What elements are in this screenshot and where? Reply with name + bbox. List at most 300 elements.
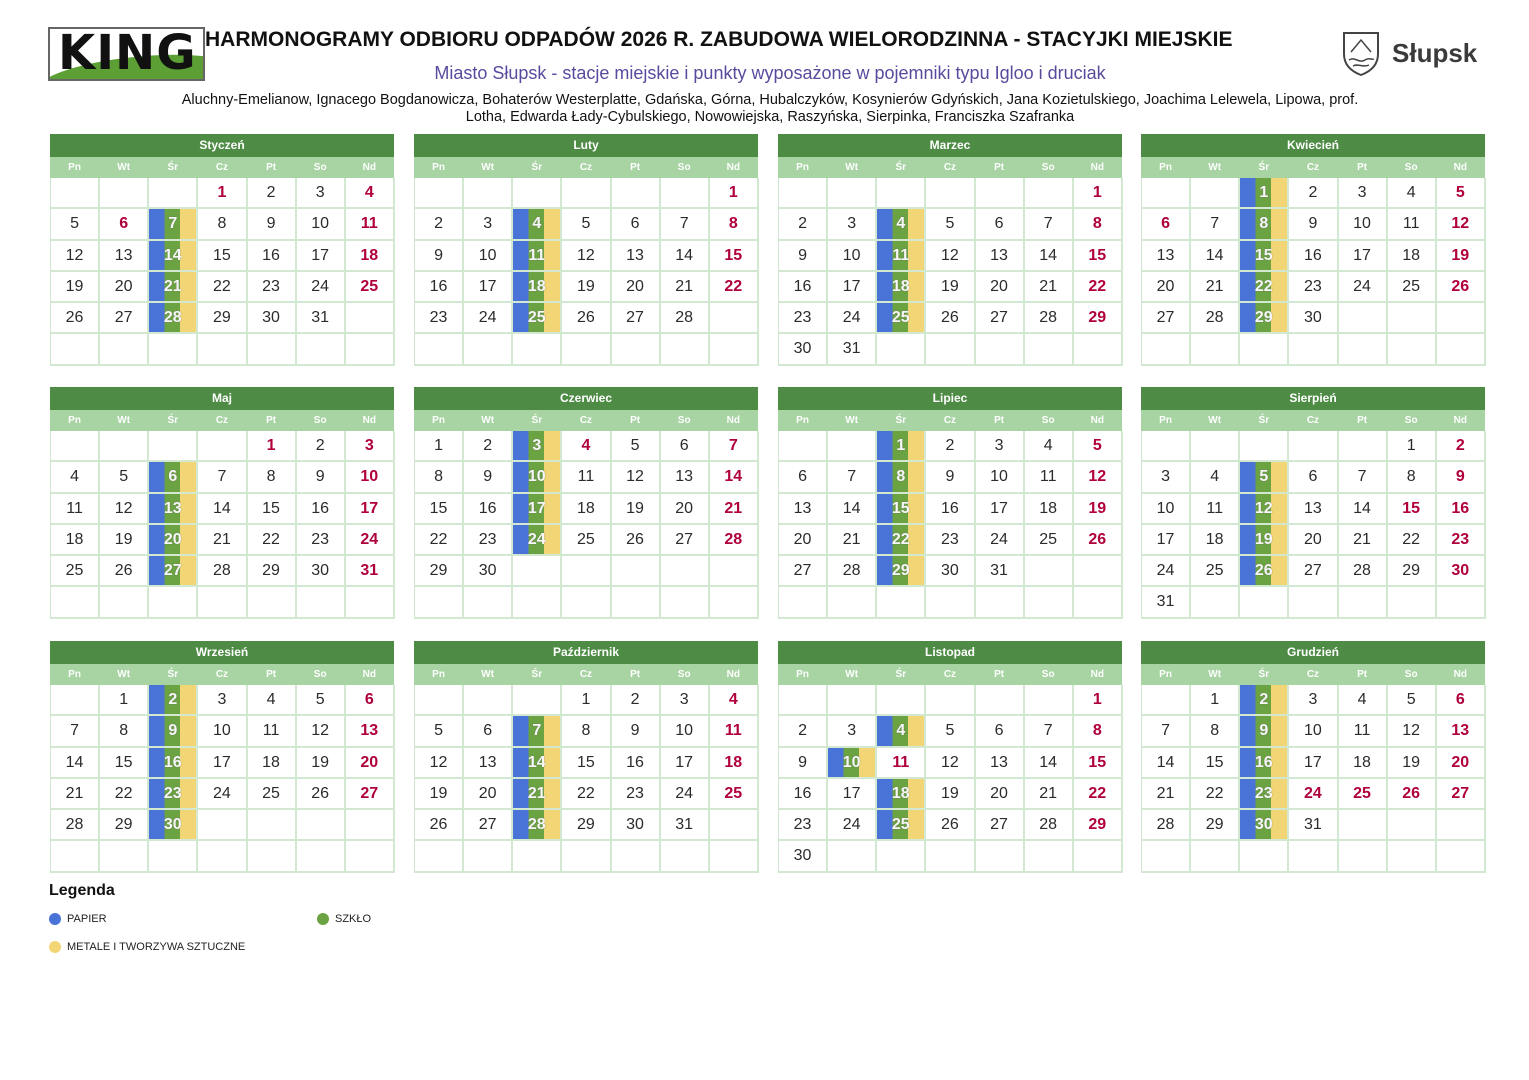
holiday-day-cell: [1437, 525, 1486, 556]
weekday-label: So: [677, 162, 691, 173]
empty-cell: [297, 841, 346, 872]
month-title: Czerwiec: [414, 387, 758, 410]
month-title: Listopad: [778, 641, 1122, 664]
pickup-day-cell: [1240, 462, 1289, 493]
day-number: 4: [532, 215, 542, 233]
empty-cell: [100, 431, 149, 462]
day-number: 1: [1092, 691, 1102, 708]
day-number: 2: [1455, 437, 1465, 454]
day-cell: [779, 525, 828, 556]
day-number: 21: [842, 530, 861, 548]
day-number: 2: [1259, 691, 1269, 708]
empty-cell: [612, 556, 661, 587]
day-number: 26: [311, 784, 330, 802]
day-number: 7: [1043, 215, 1053, 233]
pickup-day-cell: [513, 779, 562, 810]
holiday-day-cell: [1437, 716, 1486, 747]
day-number: 6: [679, 437, 689, 454]
day-cell: [248, 494, 297, 525]
day-grid: [414, 685, 758, 873]
day-number: 17: [842, 277, 861, 295]
holiday-day-cell: [1437, 494, 1486, 525]
pickup-day-cell: [1240, 525, 1289, 556]
empty-cell: [661, 178, 710, 209]
day-number: 12: [311, 722, 330, 740]
holiday-day-cell: [346, 716, 395, 747]
day-number: 13: [478, 753, 497, 771]
day-cell: [612, 241, 661, 272]
weekday-label: So: [677, 669, 691, 680]
day-number: 6: [798, 468, 808, 486]
day-cell: [415, 748, 464, 779]
day-number: 9: [1308, 215, 1318, 233]
pickup-day-cell: [1240, 685, 1289, 716]
day-cell: [198, 209, 247, 240]
holiday-day-cell: [1437, 178, 1486, 209]
day-cell: [1289, 716, 1338, 747]
day-cell: [779, 462, 828, 493]
empty-cell: [976, 685, 1025, 716]
day-number: 23: [429, 309, 448, 327]
pickup-day-cell: [513, 494, 562, 525]
weekday-label: Cz: [943, 669, 957, 680]
day-number: 19: [1451, 246, 1470, 264]
empty-cell: [1339, 303, 1388, 334]
weekday-label: Cz: [215, 669, 229, 680]
day-cell: [297, 272, 346, 303]
day-cell: [1142, 810, 1191, 841]
day-cell: [1025, 303, 1074, 334]
pickup-day-cell: [513, 716, 562, 747]
weekday-header: [1141, 157, 1485, 178]
day-cell: [1289, 685, 1338, 716]
day-number: 2: [315, 437, 325, 454]
day-number: 22: [1402, 530, 1421, 548]
pickup-day-cell: [877, 716, 926, 747]
day-number: 18: [1353, 753, 1371, 771]
day-number: 21: [527, 784, 546, 802]
day-number: 1: [1092, 184, 1102, 201]
holiday-day-cell: [1339, 779, 1388, 810]
day-number: 9: [266, 215, 276, 233]
day-number: 18: [1205, 530, 1224, 548]
day-number: 26: [429, 816, 448, 834]
day-cell: [1142, 779, 1191, 810]
day-number: 24: [842, 309, 861, 327]
day-cell: [976, 241, 1025, 272]
day-number: 22: [114, 784, 133, 802]
day-cell: [661, 241, 710, 272]
pickup-day-cell: [513, 462, 562, 493]
day-number: 20: [1304, 530, 1322, 548]
day-number: 20: [478, 784, 497, 802]
day-cell: [51, 810, 100, 841]
holiday-day-cell: [1074, 810, 1123, 841]
day-cell: [248, 525, 297, 556]
month-calendar: [414, 641, 758, 873]
day-number: 10: [213, 722, 231, 740]
day-number: 3: [217, 691, 227, 708]
day-cell: [100, 685, 149, 716]
day-number: 27: [626, 309, 644, 327]
month-title: Sierpień: [1141, 387, 1485, 410]
legend-papier-label: PAPIER: [67, 913, 107, 925]
day-number: 28: [213, 562, 231, 580]
day-number: 14: [842, 499, 861, 517]
weekday-label: Wt: [117, 669, 131, 680]
holiday-day-cell: [346, 209, 395, 240]
day-number: 20: [990, 784, 1008, 802]
day-cell: [562, 241, 611, 272]
day-cell: [1025, 209, 1074, 240]
day-cell: [464, 810, 513, 841]
holiday-day-cell: [346, 431, 395, 462]
day-cell: [198, 685, 247, 716]
day-cell: [779, 272, 828, 303]
weekday-label: Cz: [579, 162, 593, 173]
day-cell: [198, 556, 247, 587]
pickup-day-cell: [877, 494, 926, 525]
day-number: 9: [798, 246, 808, 264]
day-number: 25: [891, 309, 910, 327]
holiday-day-cell: [346, 525, 395, 556]
day-number: 24: [1156, 562, 1175, 580]
day-number: 30: [941, 562, 959, 580]
day-number: 2: [798, 722, 808, 740]
weekday-label: Pt: [1357, 415, 1368, 426]
day-cell: [1388, 272, 1437, 303]
day-cell: [415, 810, 464, 841]
day-number: 31: [990, 562, 1008, 580]
day-number: 21: [1205, 277, 1224, 295]
empty-cell: [877, 685, 926, 716]
empty-cell: [661, 841, 710, 872]
month-title: Marzec: [778, 134, 1122, 157]
day-cell: [198, 494, 247, 525]
day-number: 12: [1451, 215, 1470, 233]
day-number: 20: [990, 277, 1008, 295]
day-grid: [50, 178, 394, 366]
day-cell: [1339, 462, 1388, 493]
empty-cell: [661, 587, 710, 618]
weekday-label: Wt: [1208, 162, 1222, 173]
pickup-day-cell: [149, 748, 198, 779]
day-number: 19: [1088, 499, 1107, 517]
day-number: 24: [1304, 784, 1322, 802]
day-cell: [51, 209, 100, 240]
day-cell: [1339, 494, 1388, 525]
day-cell: [926, 431, 975, 462]
empty-cell: [198, 587, 247, 618]
day-cell: [828, 209, 877, 240]
day-number: 6: [1308, 468, 1318, 486]
day-number: 8: [1406, 468, 1416, 486]
day-cell: [51, 241, 100, 272]
day-cell: [1142, 272, 1191, 303]
day-cell: [976, 748, 1025, 779]
day-cell: [1289, 303, 1338, 334]
weekday-header: [50, 410, 394, 431]
empty-cell: [877, 587, 926, 618]
day-cell: [612, 716, 661, 747]
day-number: 10: [675, 722, 694, 740]
pickup-day-cell: [513, 272, 562, 303]
day-grid: [50, 685, 394, 873]
day-cell: [926, 494, 975, 525]
empty-cell: [198, 841, 247, 872]
empty-cell: [100, 587, 149, 618]
day-cell: [248, 556, 297, 587]
pickup-day-cell: [877, 810, 926, 841]
holiday-day-cell: [710, 431, 759, 462]
weekday-label: Śr: [167, 669, 179, 680]
weekday-label: Śr: [1258, 415, 1270, 426]
day-number: 7: [168, 215, 178, 233]
day-cell: [198, 525, 247, 556]
empty-cell: [1388, 841, 1437, 872]
day-number: 8: [266, 468, 276, 486]
day-number: 29: [262, 562, 280, 580]
day-cell: [464, 716, 513, 747]
day-number: 23: [941, 530, 959, 548]
day-number: 23: [793, 309, 812, 327]
day-cell: [926, 241, 975, 272]
day-number: 28: [1156, 816, 1175, 834]
weekday-label: Pt: [994, 415, 1005, 426]
pickup-day-cell: [149, 556, 198, 587]
month-calendar: [414, 134, 758, 366]
weekday-label: Nd: [1453, 669, 1467, 680]
holiday-day-cell: [1289, 779, 1338, 810]
empty-cell: [297, 334, 346, 365]
day-number: 30: [626, 816, 644, 834]
empty-cell: [779, 431, 828, 462]
day-number: 6: [483, 722, 493, 740]
month-title: Luty: [414, 134, 758, 157]
day-cell: [828, 525, 877, 556]
day-cell: [1339, 178, 1388, 209]
weekday-label: Nd: [362, 162, 376, 173]
day-cell: [1339, 525, 1388, 556]
day-number: 1: [728, 184, 738, 201]
day-cell: [926, 779, 975, 810]
weekday-label: Pn: [1159, 415, 1172, 426]
day-cell: [612, 779, 661, 810]
empty-cell: [415, 178, 464, 209]
weekday-label: Pn: [432, 415, 445, 426]
day-cell: [926, 272, 975, 303]
papier-dot-icon: [49, 913, 61, 925]
day-number: 26: [577, 309, 595, 327]
day-number: 3: [532, 437, 542, 454]
day-number: 31: [842, 340, 861, 358]
empty-cell: [464, 178, 513, 209]
street-list-line-2: Lotha, Edwarda Łady-Cybulskiego, Nowowiejska, Raszyńska, Sierpinka, Franciszka Szafranka: [465, 109, 1075, 125]
weekday-label: Cz: [1306, 669, 1320, 680]
weekday-header: [778, 410, 1122, 431]
day-cell: [248, 716, 297, 747]
day-number: 3: [1308, 691, 1318, 708]
day-cell: [1191, 748, 1240, 779]
day-number: 8: [1092, 722, 1102, 740]
pickup-day-cell: [513, 525, 562, 556]
day-number: 27: [1304, 562, 1322, 580]
empty-cell: [828, 431, 877, 462]
day-cell: [976, 556, 1025, 587]
day-cell: [198, 303, 247, 334]
day-cell: [779, 303, 828, 334]
month-calendar: [414, 387, 758, 619]
day-number: 13: [1304, 499, 1322, 517]
weekday-label: Cz: [943, 162, 957, 173]
empty-cell: [415, 841, 464, 872]
holiday-day-cell: [1437, 685, 1486, 716]
pickup-day-cell: [1240, 178, 1289, 209]
legend-szklo: [317, 913, 371, 925]
day-number: 25: [65, 562, 84, 580]
day-number: 31: [1156, 593, 1175, 611]
day-cell: [1191, 525, 1240, 556]
weekday-label: So: [1041, 415, 1055, 426]
day-cell: [612, 303, 661, 334]
day-number: 2: [630, 691, 640, 708]
day-number: 27: [990, 816, 1008, 834]
holiday-day-cell: [1437, 748, 1486, 779]
day-cell: [1339, 556, 1388, 587]
day-number: 20: [626, 277, 644, 295]
day-cell: [1191, 209, 1240, 240]
day-cell: [1142, 494, 1191, 525]
day-cell: [297, 209, 346, 240]
day-number: 12: [114, 499, 133, 517]
empty-cell: [297, 587, 346, 618]
holiday-day-cell: [710, 494, 759, 525]
empty-cell: [976, 587, 1025, 618]
weekday-label: Pt: [1357, 669, 1368, 680]
weekday-label: Wt: [845, 162, 859, 173]
day-number: 23: [311, 530, 330, 548]
day-number: 11: [1039, 468, 1057, 486]
day-cell: [1388, 241, 1437, 272]
day-number: 3: [483, 215, 493, 233]
holiday-day-cell: [1074, 462, 1123, 493]
day-cell: [1388, 431, 1437, 462]
day-cell: [1289, 178, 1338, 209]
day-cell: [51, 556, 100, 587]
weekday-label: Wt: [481, 162, 495, 173]
day-number: 6: [630, 215, 640, 233]
day-cell: [562, 525, 611, 556]
day-number: 4: [896, 215, 906, 233]
day-cell: [1025, 272, 1074, 303]
empty-cell: [513, 587, 562, 618]
day-number: 28: [675, 309, 694, 327]
day-cell: [1289, 272, 1338, 303]
holiday-day-cell: [1388, 494, 1437, 525]
empty-cell: [661, 556, 710, 587]
day-cell: [464, 272, 513, 303]
day-cell: [51, 494, 100, 525]
day-cell: [976, 779, 1025, 810]
day-number: 5: [119, 468, 129, 486]
day-number: 6: [168, 468, 178, 486]
empty-cell: [779, 587, 828, 618]
page-title: HARMONOGRAMY ODBIORU ODPADÓW 2026 R. ZABUDOWA WIELORODZINNA - STACYJKI MIEJSKIE: [205, 28, 1233, 51]
pickup-day-cell: [149, 810, 198, 841]
day-cell: [248, 272, 297, 303]
day-cell: [1191, 685, 1240, 716]
day-cell: [248, 303, 297, 334]
weekday-header: [50, 157, 394, 178]
month-calendar: [1141, 641, 1485, 873]
day-cell: [828, 334, 877, 365]
day-number: 10: [527, 468, 546, 486]
day-number: 21: [1039, 277, 1058, 295]
day-number: 24: [842, 816, 861, 834]
day-number: 26: [1254, 562, 1273, 580]
day-number: 4: [1210, 468, 1220, 486]
empty-cell: [710, 556, 759, 587]
day-cell: [828, 462, 877, 493]
holiday-day-cell: [1388, 779, 1437, 810]
day-cell: [1142, 748, 1191, 779]
day-number: 8: [1210, 722, 1220, 740]
month-calendar: [50, 387, 394, 619]
day-number: 26: [114, 562, 133, 580]
day-number: 22: [891, 530, 910, 548]
day-number: 15: [1402, 499, 1421, 517]
day-number: 20: [1156, 277, 1175, 295]
day-number: 20: [360, 753, 379, 771]
day-number: 20: [163, 530, 182, 548]
day-cell: [1388, 748, 1437, 779]
day-number: 19: [941, 277, 959, 295]
day-cell: [562, 748, 611, 779]
day-number: 23: [1254, 784, 1273, 802]
day-cell: [297, 494, 346, 525]
empty-cell: [149, 178, 198, 209]
day-number: 18: [1402, 246, 1421, 264]
day-number: 8: [1259, 215, 1269, 233]
empty-cell: [1191, 334, 1240, 365]
day-number: 20: [675, 499, 694, 517]
day-number: 24: [675, 784, 694, 802]
day-number: 11: [1402, 215, 1420, 233]
day-cell: [51, 462, 100, 493]
day-cell: [1142, 525, 1191, 556]
day-number: 17: [990, 499, 1008, 517]
day-number: 18: [527, 277, 546, 295]
holiday-day-cell: [1074, 748, 1123, 779]
day-number: 27: [478, 816, 497, 834]
day-number: 29: [213, 309, 231, 327]
day-cell: [976, 716, 1025, 747]
day-number: 4: [1043, 437, 1053, 454]
day-number: 16: [478, 499, 497, 517]
day-cell: [464, 431, 513, 462]
weekday-label: Wt: [845, 669, 859, 680]
day-cell: [100, 272, 149, 303]
day-cell: [976, 525, 1025, 556]
day-number: 4: [728, 691, 738, 708]
day-number: 8: [581, 722, 591, 740]
day-grid: [778, 178, 1122, 366]
day-number: 8: [119, 722, 129, 740]
day-number: 2: [168, 691, 178, 708]
day-cell: [1388, 178, 1437, 209]
day-cell: [562, 209, 611, 240]
day-cell: [415, 494, 464, 525]
